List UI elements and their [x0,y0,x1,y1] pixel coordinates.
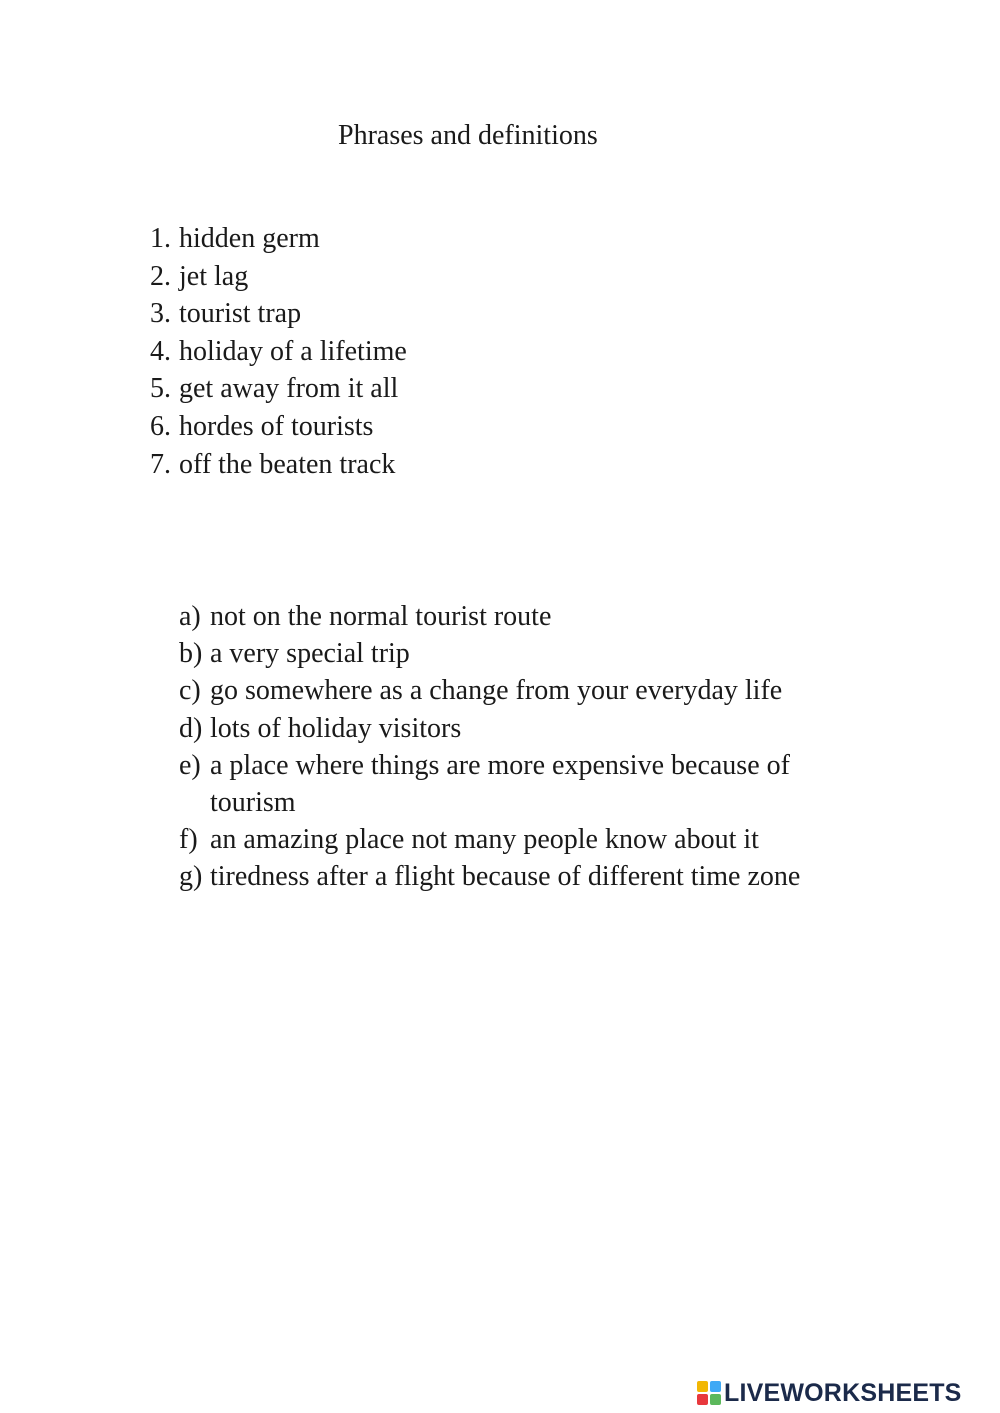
logo-square-1 [697,1381,708,1392]
definition-item [179,821,869,858]
definition-text: an amazing place not many people know about it [210,824,759,856]
definition-text: a very special trip [210,638,410,670]
phrase-text: holiday of a lifetime [179,335,407,367]
liveworksheets-logo [697,1378,962,1408]
phrase-item [150,333,407,371]
definition-letter: g) [179,861,203,893]
definition-text: tiredness after a flight because of different time zone [210,861,801,893]
phrase-item [150,258,407,296]
phrase-text: get away from it all [179,373,399,405]
definition-item [179,672,869,709]
phrase-text: off the beaten track [179,448,396,480]
definition-letter: a) [179,601,201,632]
phrase-list [150,220,407,483]
phrase-item [150,446,407,484]
definition-text: go somewhere as a change from your everyday life [210,675,783,707]
phrase-item [150,408,407,446]
phrase-number: 5. [150,373,171,405]
phrase-item [150,220,407,258]
definition-item [179,747,869,821]
definition-text: lots of holiday visitors [210,712,462,744]
phrase-number: 6. [150,410,171,442]
definition-letter: d) [179,712,203,744]
page-title: Phrases and definitions [338,120,598,151]
definition-text: not on the normal tourist route [210,601,552,632]
logo-square-3 [697,1394,708,1405]
phrase-number: 1. [150,223,171,254]
phrase-text: hidden germ [179,223,320,254]
definition-letter: f) [179,824,198,856]
logo-mark-icon [697,1381,721,1405]
phrase-number: 3. [150,298,171,330]
definition-item [179,635,869,672]
logo-square-4 [710,1394,721,1405]
phrase-item [150,370,407,408]
logo-square-2 [710,1381,721,1392]
phrase-text: jet lag [179,260,249,292]
definition-item [179,710,869,747]
logo-text: LIVEWORKSHEETS [724,1378,962,1407]
definition-list [179,598,869,896]
phrase-item [150,295,407,333]
definition-text: a place where things are more expensive because of tourism [210,749,790,819]
definition-letter: e) [179,749,201,781]
phrase-number: 4. [150,335,171,367]
definition-letter: b) [179,638,203,670]
phrase-number: 2. [150,260,171,292]
definition-letter: c) [179,675,201,707]
definition-item [179,858,869,895]
phrase-number: 7. [150,448,171,480]
phrase-text: tourist trap [179,298,302,330]
definition-item [179,598,869,635]
phrase-text: hordes of tourists [179,410,374,442]
